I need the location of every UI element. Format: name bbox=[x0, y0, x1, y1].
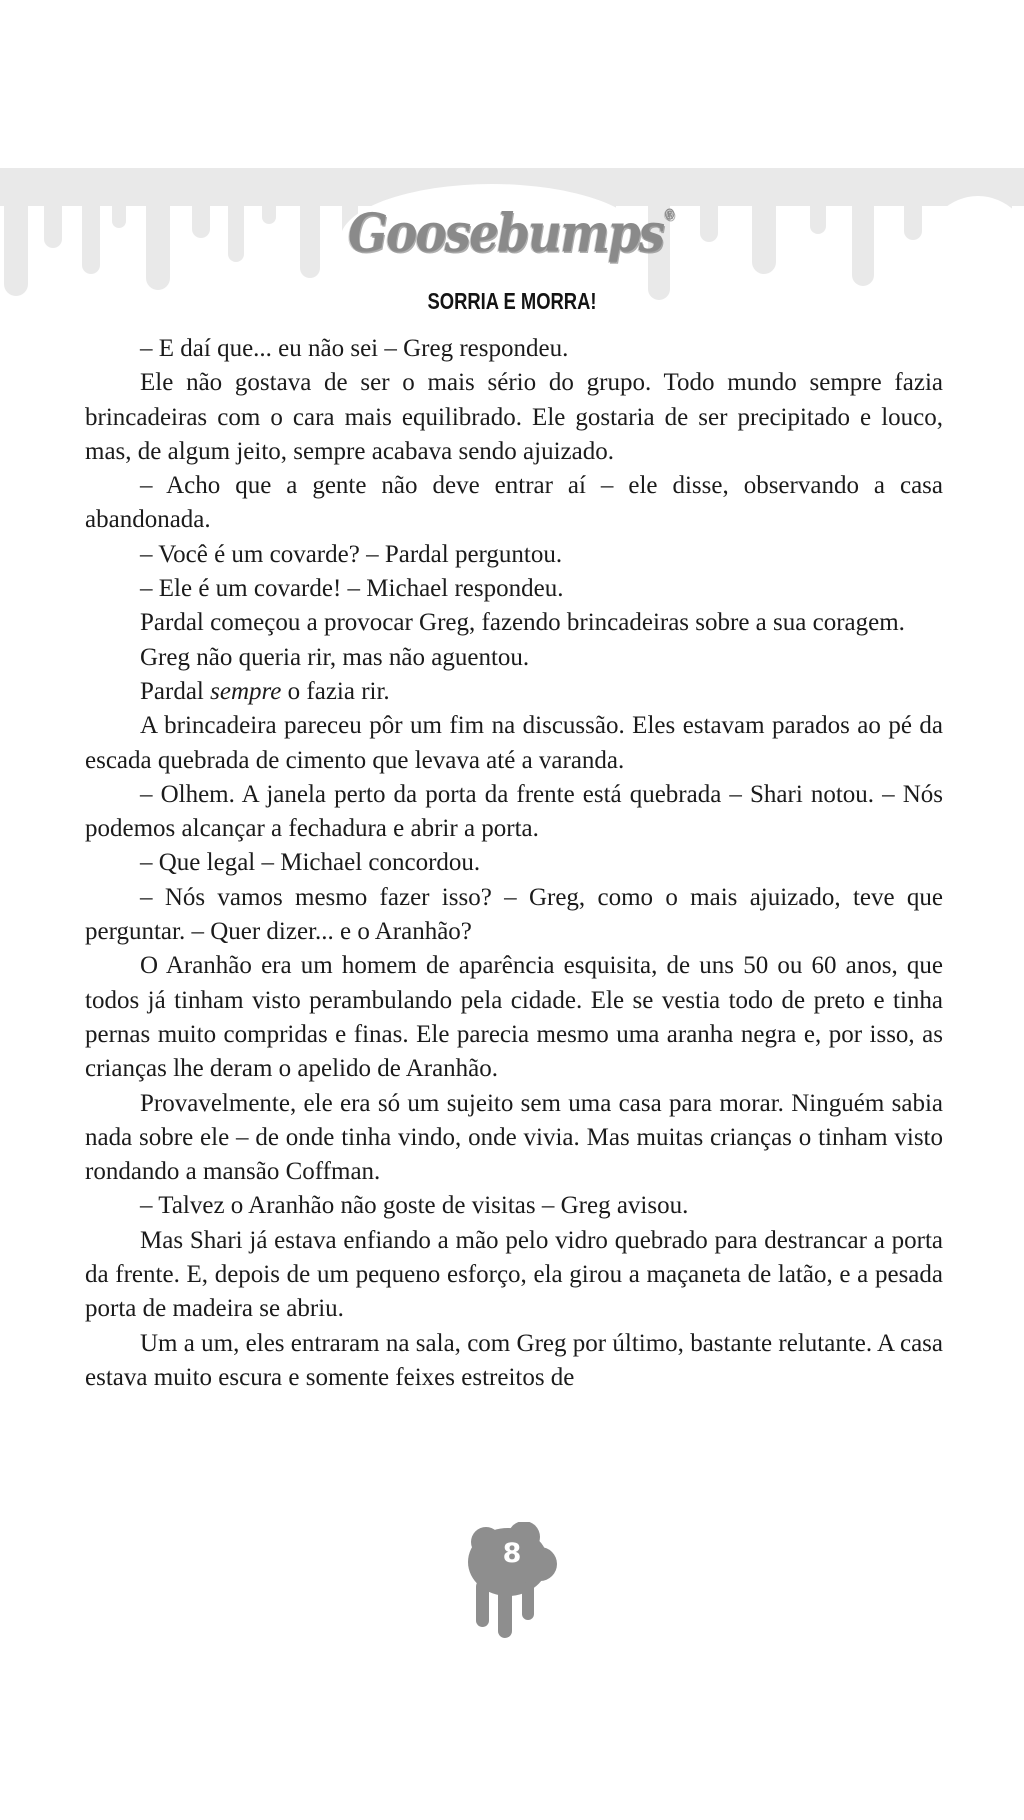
body-paragraph: – Talvez o Aranhão não goste de visitas – Greg avisou. bbox=[140, 1192, 689, 1220]
body-paragraph: – Nós vamos mesmo fazer isso? – Greg, como o mais ajuizado, teve que perguntar. – Quer dizer... e o Aranhão? bbox=[85, 883, 943, 946]
body-paragraph: – Acho que a gente não deve entrar aí – ele disse, observando a casa abandonada. bbox=[85, 472, 943, 534]
goosebumps-logo bbox=[0, 203, 1024, 265]
paragraph-segment: Pardal bbox=[140, 677, 211, 705]
body-paragraph: Ele não gostava de ser o mais sério do grupo. Todo mundo sempre fazia brincadeiras com o cara mais equilibrado. Ele gostaria de ser precipitado e louco, mas, de algum jeito, sempre acabava sendo ajuizado. bbox=[85, 369, 943, 465]
body-paragraph: Provavelmente, ele era só um sujeito sem uma casa para morar. Ninguém sabia nada sobre ele – de onde tinha vindo, onde vivia. Mas muitas crianças o tinham visto rondando a mansão Coffman. bbox=[85, 1089, 943, 1186]
body-paragraph: – Que legal – Michael concordou. bbox=[140, 849, 481, 877]
italic-word: sempre bbox=[210, 677, 282, 705]
body-paragraph: – Você é um covarde? – Pardal perguntou. bbox=[140, 540, 563, 568]
paragraph-segment: o fazia rir. bbox=[281, 677, 390, 705]
body-paragraph: Mas Shari já estava enfiando a mão pelo vidro quebrado para destrancar a porta da frente. E, depois de um pequeno esforço, ela girou a maçaneta de latão, e a pesada porta de madeira se abriu. bbox=[85, 1226, 943, 1323]
book-title: SORRIA E MORRA! bbox=[427, 288, 597, 314]
body-paragraph: – E daí que... eu não sei – Greg respondeu. bbox=[140, 335, 569, 362]
page-number: 8 bbox=[502, 1538, 522, 1569]
body-paragraph: – Olhem. A janela perto da porta da frente está quebrada – Shari notou. – Nós podemos alcançar a fechadura e abrir a porta. bbox=[85, 780, 943, 843]
body-paragraph: Greg não queria rir, mas não aguentou. bbox=[140, 643, 530, 671]
body-paragraph bbox=[85, 675, 943, 709]
body-paragraph: Um a um, eles entraram na sala, com Greg por último, bastante relutante. A casa estava muito escura e somente feixes estreitos de bbox=[85, 1329, 943, 1391]
goosebumps-logo-text: Goosebumps bbox=[347, 202, 664, 265]
story-text-block bbox=[85, 332, 943, 1395]
body-paragraph: Pardal começou a provocar Greg, fazendo brincadeiras sobre a sua coragem. bbox=[140, 609, 905, 637]
body-paragraph: O Aranhão era um homem de aparência esquisita, de uns 50 ou 60 anos, que todos já tinham visto perambulando pela cidade. Ele se vestia todo de preto e tinha pernas muito compridas e finas. Ele parecia mesmo uma aranha negra e, por isso, as crianças lhe deram o apelido de Aranhão. bbox=[85, 952, 943, 1083]
body-paragraph: – Ele é um covarde! – Michael respondeu. bbox=[140, 575, 564, 603]
body-paragraph: A brincadeira pareceu pôr um fim na discussão. Eles estavam parados ao pé da escada quebrada de cimento que levava até a varanda. bbox=[85, 712, 943, 774]
registered-trademark-mark: ® bbox=[663, 207, 677, 224]
